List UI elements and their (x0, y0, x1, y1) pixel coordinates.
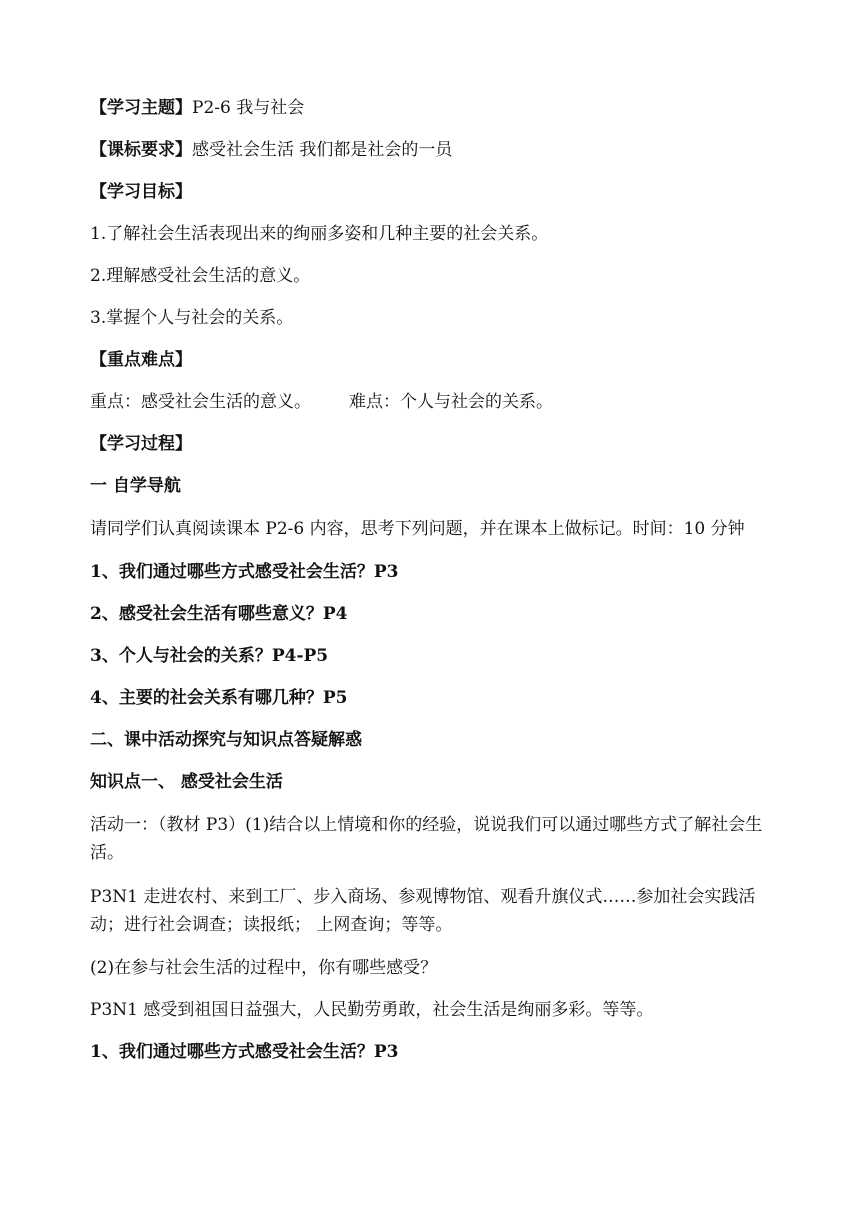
objective-item-1: 1.了解社会生活表现出来的绚丽多姿和几种主要的社会关系。 (90, 224, 549, 244)
study-theme-value: P2-6 我与社会 (192, 98, 305, 118)
self-study-question-1: 1、我们通过哪些方式感受社会生活？P3 (90, 562, 399, 582)
curriculum-standard-value: 感受社会生活 我们都是社会的一员 (192, 140, 453, 160)
self-study-question-2: 2、感受社会生活有哪些意义？P4 (90, 604, 348, 624)
study-theme-label: 【学习主题】 (90, 98, 192, 118)
activity-answer-2: P3N1 感受到祖国日益强大，人民勤劳勇敢，社会生活是绚丽多彩。等等。 (90, 1000, 654, 1020)
key-points-line (90, 389, 780, 415)
activity-1-answer: P3N1 走进农村、来到工厂、步入商场、参观博物馆、观看升旗仪式……参加社会实践活动；进行社会调查；读报纸； 上网查询；等等。 (90, 887, 756, 935)
self-study-question-4: 4、主要的社会关系有哪几种？P5 (90, 688, 348, 708)
objective-item-2: 2.理解感受社会生活的意义。 (90, 266, 311, 286)
activity-question-2: (2)在参与社会生活的过程中，你有哪些感受？ (90, 958, 438, 978)
knowledge-point-1: 知识点一、 感受社会生活 (90, 772, 283, 792)
key-points-heading: 【重点难点】 (90, 350, 192, 370)
difficult-point: 难点：个人与社会的关系。 (349, 392, 553, 412)
activity-1: 活动一：（教材 P3）(1)结合以上情境和你的经验，说说我们可以通过哪些方式了解社会生活。 (90, 815, 763, 863)
self-study-instruction: 请同学们认真阅读课本 P2-6 内容，思考下列问题，并在课本上做标记。时间：10 分钟 (90, 519, 745, 539)
section2-heading: 二、课中活动探究与知识点答疑解惑 (90, 730, 362, 750)
curriculum-standard (90, 137, 780, 163)
self-study-heading: 一 自学导航 (90, 476, 181, 496)
process-heading: 【学习过程】 (90, 434, 192, 454)
final-question: 1、我们通过哪些方式感受社会生活？P3 (90, 1042, 399, 1062)
objectives-heading: 【学习目标】 (90, 182, 192, 202)
key-point: 重点：感受社会生活的意义。 (90, 392, 311, 412)
curriculum-standard-label: 【课标要求】 (90, 140, 192, 160)
objective-item-3: 3.掌握个人与社会的关系。 (90, 308, 294, 328)
study-theme (90, 95, 780, 121)
self-study-question-3: 3、个人与社会的关系？P4-P5 (90, 646, 329, 666)
